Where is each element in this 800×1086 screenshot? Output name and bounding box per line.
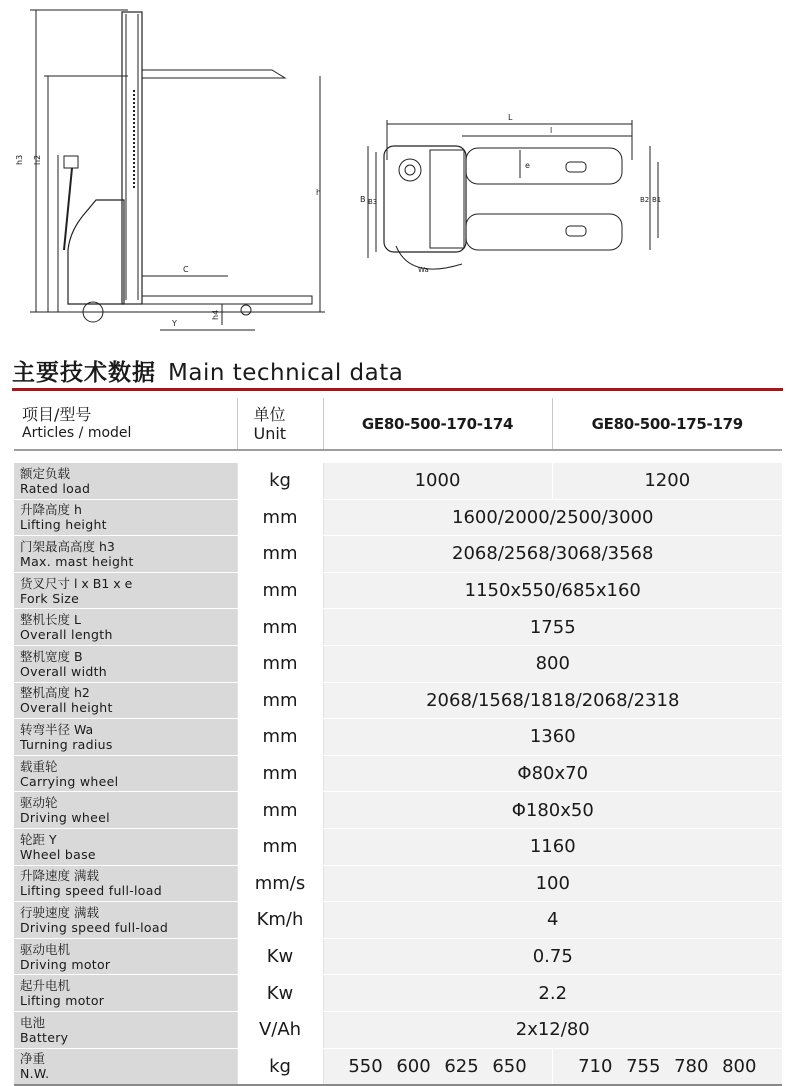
row-label-cn: 升降高度 h — [20, 502, 82, 518]
model-a: GE80-500-170-174 — [323, 398, 552, 450]
row-unit: mm — [237, 536, 323, 573]
heading-cn: 主要技术数据 — [12, 360, 156, 386]
row-unit: Kw — [237, 975, 323, 1012]
row-value: 1160 — [323, 828, 782, 865]
dim-label: B3 — [368, 198, 378, 206]
weight-value: 780 — [674, 1055, 709, 1077]
row-value: 100 — [323, 865, 782, 902]
row-label-en: Lifting motor — [20, 993, 105, 1009]
row-value: 2068/1568/1818/2068/2318 — [323, 682, 782, 719]
weight-value: 600 — [396, 1055, 431, 1077]
table-row — [14, 463, 782, 499]
row-unit: kg — [237, 463, 323, 499]
row-label-cn: 电池 — [20, 1014, 46, 1030]
row-unit: mm — [237, 755, 323, 792]
row-value: 4 — [323, 902, 782, 939]
table-row — [14, 975, 782, 1012]
row-value-b: 1200 — [552, 463, 782, 499]
table-row — [14, 1011, 782, 1048]
dim-label: l — [550, 126, 553, 135]
table-row — [14, 572, 782, 609]
row-unit: mm — [237, 719, 323, 756]
table-row — [14, 536, 782, 573]
row-label-cn: 驱动电机 — [20, 941, 71, 957]
row-label-en: Lifting speed full-load — [20, 883, 162, 899]
row-label-en: Overall height — [20, 700, 113, 716]
dim-label: L — [508, 113, 513, 122]
table-row — [14, 902, 782, 939]
header-label — [14, 398, 237, 450]
row-label-cn: 载重轮 — [20, 758, 58, 774]
row-label — [14, 572, 237, 609]
row-label — [14, 536, 237, 573]
row-unit: mm — [237, 499, 323, 536]
row-unit: mm — [237, 645, 323, 682]
row-unit: mm — [237, 792, 323, 829]
row-label — [14, 902, 237, 939]
dim-label: Wa — [418, 266, 429, 274]
row-label — [14, 828, 237, 865]
table-row — [14, 609, 782, 646]
row-label — [14, 609, 237, 646]
dim-label: Y — [172, 319, 177, 328]
dim-label: h2 — [33, 154, 42, 165]
row-label-en: Driving speed full-load — [20, 919, 169, 935]
row-label-cn: 轮距 Y — [20, 831, 57, 847]
dim-label: h4 — [211, 309, 220, 320]
table-row — [14, 682, 782, 719]
row-value: 2068/2568/3068/3568 — [323, 536, 782, 573]
row-label — [14, 719, 237, 756]
side-view-drawing — [30, 10, 325, 330]
row-value: 1360 — [323, 719, 782, 756]
row-value: 2x12/80 — [323, 1011, 782, 1048]
row-unit: Km/h — [237, 902, 323, 939]
table-row — [14, 499, 782, 536]
row-value-b — [552, 1048, 782, 1085]
row-value: Φ180x50 — [323, 792, 782, 829]
row-label-cn: 整机长度 L — [20, 612, 81, 628]
row-label-cn: 净重 — [20, 1051, 46, 1067]
header-unit-cn: 单位 — [253, 404, 286, 424]
row-label-cn: 额定负载 — [20, 465, 71, 481]
row-label-en: N.W. — [20, 1066, 50, 1082]
heading-divider — [12, 388, 783, 391]
spec-table — [14, 398, 782, 1086]
spacer — [14, 450, 782, 463]
weight-value: 755 — [626, 1055, 661, 1077]
row-label-en: Wheel base — [20, 846, 96, 862]
row-label — [14, 865, 237, 902]
row-label-cn: 转弯半径 Wa — [20, 721, 94, 737]
row-value: 1600/2000/2500/3000 — [323, 499, 782, 536]
row-value: 2.2 — [323, 975, 782, 1012]
row-value: Φ80x70 — [323, 755, 782, 792]
row-label — [14, 682, 237, 719]
row-label-en: Battery — [20, 1029, 69, 1045]
table-row — [14, 1048, 782, 1085]
dim-label: h3 — [15, 154, 24, 165]
row-label-cn: 货叉尺寸 l x B1 x e — [20, 575, 133, 591]
row-label — [14, 938, 237, 975]
weight-value: 710 — [578, 1055, 613, 1077]
row-label — [14, 755, 237, 792]
dim-label: B1 — [652, 196, 662, 204]
row-label-en: Carrying wheel — [20, 773, 119, 789]
header-label-cn: 项目/型号 — [22, 404, 92, 424]
table-row — [14, 865, 782, 902]
table-row — [14, 792, 782, 829]
heading-en: Main technical data — [168, 360, 404, 386]
dim-label: B — [360, 195, 366, 204]
row-unit: V/Ah — [237, 1011, 323, 1048]
row-value: 1755 — [323, 609, 782, 646]
dim-label: C — [183, 265, 189, 274]
row-label-en: Driving wheel — [20, 810, 110, 826]
row-value-a: 1000 — [323, 463, 552, 499]
table-row — [14, 755, 782, 792]
row-unit: mm — [237, 572, 323, 609]
top-view-drawing — [368, 120, 658, 269]
row-label — [14, 645, 237, 682]
row-label — [14, 1011, 237, 1048]
dim-label: h — [316, 188, 322, 197]
row-label — [14, 1048, 237, 1085]
row-label — [14, 975, 237, 1012]
row-label — [14, 792, 237, 829]
table-row — [14, 719, 782, 756]
row-unit: kg — [237, 1048, 323, 1085]
section-heading — [12, 354, 403, 390]
row-label-en: Overall width — [20, 663, 107, 679]
row-label-en: Fork Size — [20, 590, 80, 606]
row-unit: mm — [237, 828, 323, 865]
header-unit — [237, 398, 323, 450]
row-label-cn: 起升电机 — [20, 978, 71, 994]
row-unit: mm/s — [237, 865, 323, 902]
table-row — [14, 828, 782, 865]
row-label-en: Lifting height — [20, 517, 107, 533]
row-unit: mm — [237, 609, 323, 646]
dim-label: B2 — [640, 196, 650, 204]
row-label-cn: 整机宽度 B — [20, 648, 83, 664]
weight-value: 550 — [348, 1055, 383, 1077]
header-unit-en: Unit — [253, 423, 287, 443]
row-label — [14, 499, 237, 536]
header-label-en: Articles / model — [22, 424, 132, 441]
weight-value: 800 — [722, 1055, 757, 1077]
header-row — [14, 398, 782, 450]
row-label-cn: 升降速度 满载 — [20, 868, 99, 884]
weight-value: 625 — [444, 1055, 479, 1077]
dim-label: e — [525, 161, 530, 170]
row-label-cn: 门架最高高度 h3 — [20, 538, 115, 554]
table-row — [14, 645, 782, 682]
row-unit: mm — [237, 682, 323, 719]
row-value: 1150x550/685x160 — [323, 572, 782, 609]
row-label — [14, 463, 237, 499]
technical-drawings — [0, 0, 800, 345]
row-value: 800 — [323, 645, 782, 682]
row-label-en: Max. mast height — [20, 553, 134, 569]
row-label-cn: 驱动轮 — [20, 795, 58, 811]
row-label-en: Rated load — [20, 480, 91, 496]
row-value: 0.75 — [323, 938, 782, 975]
row-label-cn: 整机高度 h2 — [20, 685, 90, 701]
model-b: GE80-500-175-179 — [552, 398, 782, 450]
row-value-a — [323, 1048, 552, 1085]
table-row — [14, 938, 782, 975]
weight-value: 650 — [492, 1055, 527, 1077]
row-label-en: Driving motor — [20, 956, 111, 972]
row-label-en: Turning radius — [20, 736, 113, 752]
row-label-cn: 行驶速度 满载 — [20, 904, 99, 920]
row-unit: Kw — [237, 938, 323, 975]
row-label-en: Overall length — [20, 627, 113, 643]
